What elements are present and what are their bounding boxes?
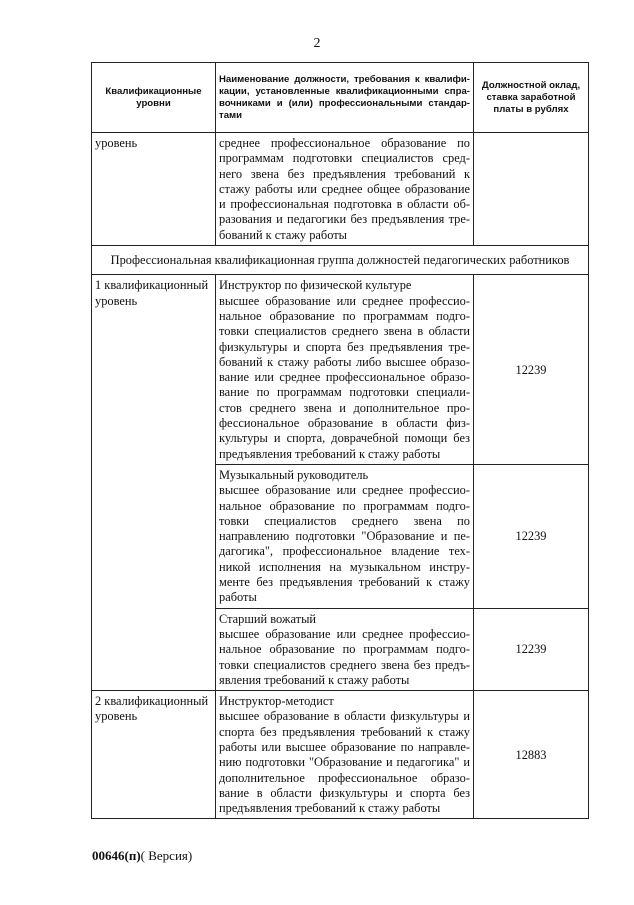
position-requirements: высшее образование или среднее профессио-нальное образование по программам подго-товки специалистов среднего звена по направлению подготовки "Образование и пе-дагогика", профессиональное владение тех-никой исполнения на музыкальном инстру-менте без предъявления требований к стажу работы [219,483,470,605]
group-title-row [92,246,589,275]
level-2-label: 2 квалификационный уровень [92,691,216,819]
position-salary: 12883 [474,691,589,819]
position-title: Старший вожатый [219,611,317,626]
table-header-row [92,63,589,133]
position-cell [216,691,474,819]
level-1-label: 1 квалификационный уровень [92,275,216,691]
position-cell [216,275,474,465]
document-code: 00646(п) [92,848,141,863]
continuation-description: среднее профессиональное образование по программам подготовки специалистов сред-него звена без предъявления требований к стажу работы или среднее общее образование и профессиональная подготовка в области об-разования и педагогики без предъявления тре-бований к стажу работы [216,133,474,246]
position-title: Инструктор по физической культуре [219,278,412,293]
position-salary: 12239 [474,608,589,690]
continuation-salary [474,133,589,246]
page-number: 2 [313,36,321,51]
position-requirements: высшее образование или среднее профессио-нальное образование по программам подго-товки специалистов среднего звена без предъ-явления требований к стажу работы [219,626,470,687]
header-salary: Должностной оклад, ставка заработной платы в рублях [474,63,589,133]
header-qualification-levels: Квалификационные уровни [92,63,216,133]
continuation-level: уровень [92,133,216,246]
position-title: Музыкальный руководитель [219,467,369,482]
salary-table [91,62,589,819]
position-title: Инструктор-методист [219,694,334,709]
position-cell [216,608,474,690]
continuation-row [92,133,589,246]
position-cell [216,464,474,608]
group-title: Профессиональная квалификационная группа должностей педагогических работников [92,246,589,275]
position-salary: 12239 [474,464,589,608]
position-salary: 12239 [474,275,589,465]
header-position-requirements: Наименование должности, требования к квалифи-кации, установленные квалификационными спра-вочниками и (или) профессиональными стандар-тами [216,63,474,133]
table-row [92,275,589,465]
table-row [92,691,589,819]
footer [92,848,192,864]
document-version: ( Версия) [140,848,193,863]
position-requirements: высшее образование или среднее профессио-нальное образование по программам подго-товки специалистов среднего звена в области физкультуры и спорта без предъявления тре-бований к стажу работы либо высшее образо-вание или среднее профессиональное образо-вание по программам подготовки специали-стов среднего звена и дополнительное про-фессиональное образование в области физ-культуры и спорта, доврачебной помощи без предъявления требований к стажу работы [219,293,470,461]
position-requirements: высшее образование в области физкультуры и спорта без предъявления требований к стажу работы или высшее образование по направле-нию подготовки "Образование и педагогика" и дополнительное профессиональное образо-вание в области физкультуры и спорта без предъявления требований к стажу работы [219,709,470,816]
